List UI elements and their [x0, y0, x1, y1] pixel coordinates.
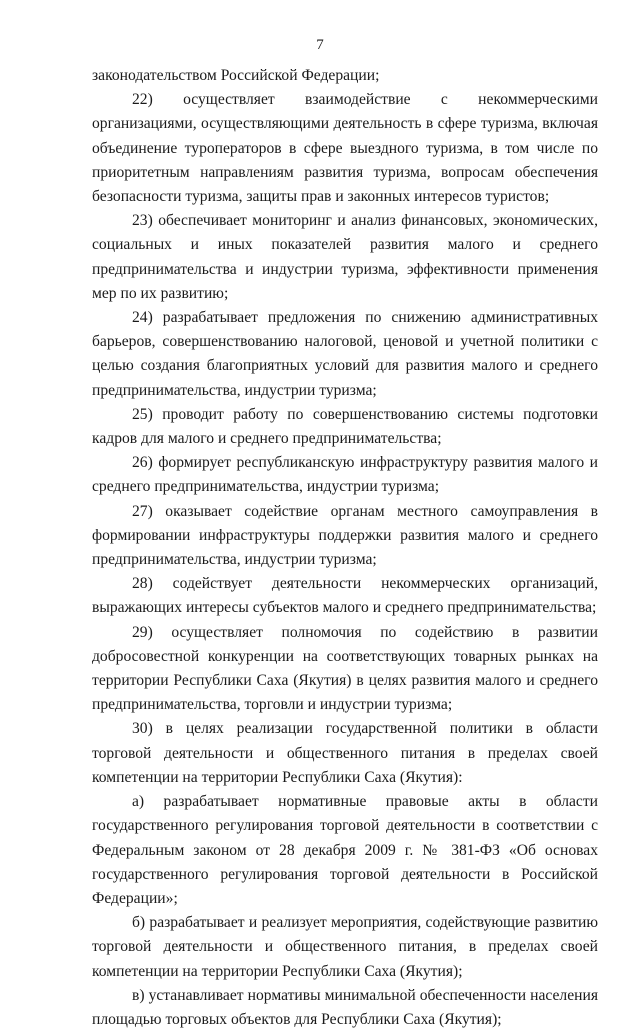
page-number: 7: [316, 37, 324, 53]
paragraph-item-29: 29) осуществляет полномочия по содействию в развитии добросовестной конкуренции на соответствующих товарных рынках на территории Республики Саха (Якутия) в целях развития малого и среднего предпринимательства, торговли и индустрии туризма;: [92, 623, 598, 714]
paragraph-item-22: 22) осуществляет взаимодействие с некоммерческими организациями, осуществляющими деятельность в сфере туризма, включая объединение туроператоров в сфере выездного туризма, в том числе по приоритетным направлениям развития туризма, вопросам обеспечения безопасности туризма, защиты прав и законных интересов туристов;: [92, 91, 598, 206]
paragraph-item-30: 30) в целях реализации государственной политики в области торговой деятельности и общественного питания в пределах своей компетенции на территории Республики Саха (Якутия):: [92, 720, 598, 786]
paragraph-item-23: 23) обеспечивает мониторинг и анализ финансовых, экономических, социальных и иных показателей развития малого и среднего предпринимательства и индустрии туризма, эффективности применения мер по их развитию;: [92, 212, 598, 302]
paragraph-subitem-b: б) разрабатывает и реализует мероприятия, содействующие развитию торговой деятельности и общественного питания, в пределах своей компетенции на территории Республики Саха (Якутия);: [92, 914, 598, 980]
document-body: [92, 64, 598, 1032]
paragraph-item-27: 27) оказывает содействие органам местного самоуправления в формировании инфраструктуры поддержки развития малого и среднего предпринимательства, индустрии туризма;: [92, 502, 598, 569]
paragraph-item-24: 24) разрабатывает предложения по снижению административных барьеров, совершенствованию налоговой, ценовой и учетной политики с целью создания благоприятных условий для развития малого и среднего предпринимательства, индустрии туризма;: [92, 309, 598, 399]
paragraph-continuation: законодательством Российской Федерации;: [92, 67, 380, 84]
paragraph-subitem-v: в) устанавливает нормативы минимальной обеспеченности населения площадью торговых объектов для Республики Саха (Якутия);: [92, 986, 598, 1028]
paragraph-item-25: 25) проводит работу по совершенствованию системы подготовки кадров для малого и среднего предпринимательства;: [92, 405, 598, 448]
paragraph-subitem-a: а) разрабатывает нормативные правовые акты в области государственного регулирования торговой деятельности в соответствии с Федеральным законом от 28 декабря 2009 г. № 381-ФЗ «Об основах государственного регулирования торговой деятельности в Российской Федерации»;: [92, 793, 598, 907]
paragraph-item-28: 28) содействует деятельности некоммерческих организаций, выражающих интересы субъектов малого и среднего предпринимательства;: [92, 575, 598, 617]
paragraph-item-26: 26) формирует республиканскую инфраструктуру развития малого и среднего предпринимательства, индустрии туризма;: [92, 454, 598, 496]
